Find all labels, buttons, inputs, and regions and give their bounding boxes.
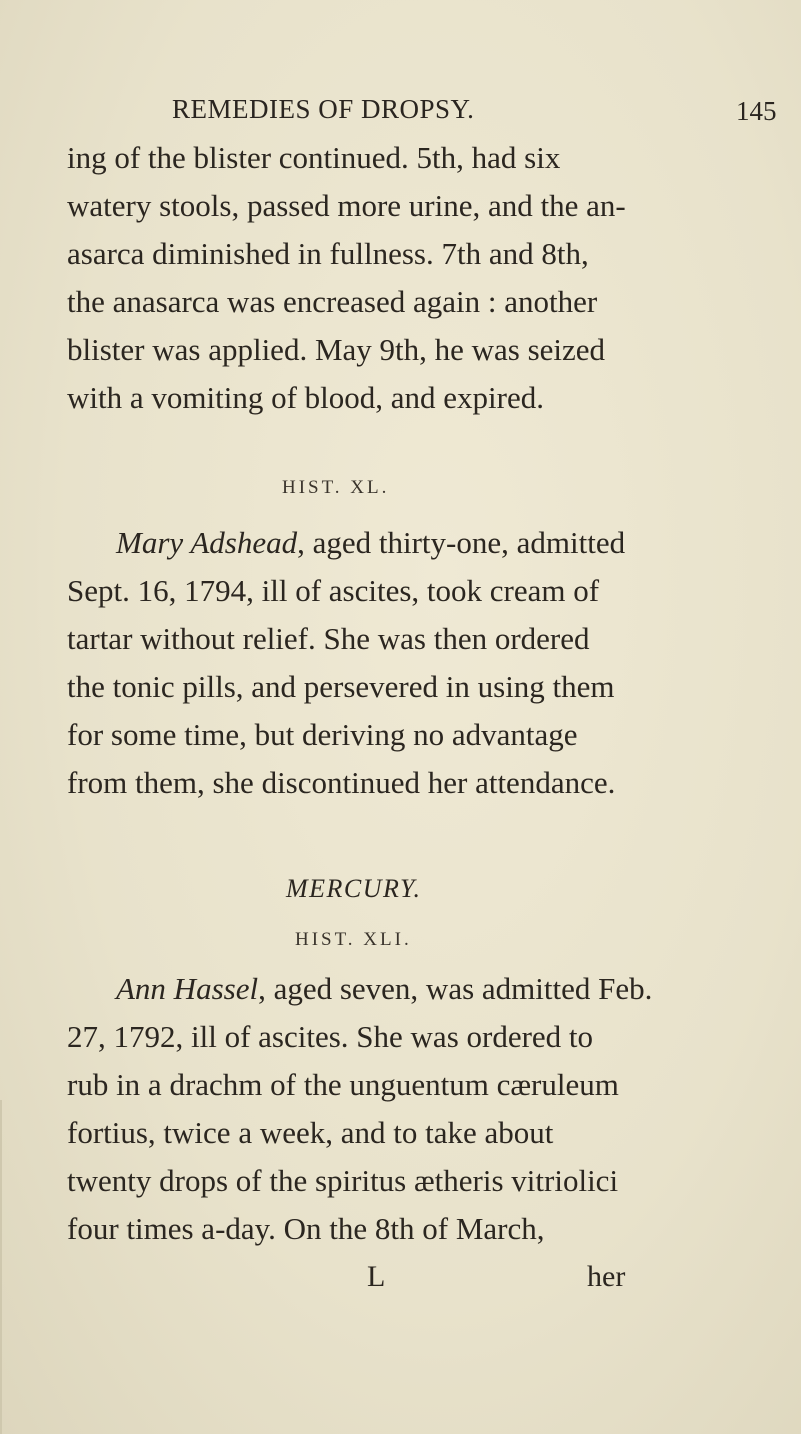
- text-line: the tonic pills, and persevered in using them: [67, 669, 615, 704]
- section-title: MERCURY.: [286, 874, 422, 903]
- signature-mark: L: [367, 1260, 386, 1293]
- patient-name: Mary Adshead: [116, 525, 298, 560]
- text-line: twenty drops of the spiritus ætheris vitriolici: [67, 1163, 619, 1198]
- text-line: Sept. 16, 1794, ill of ascites, took cream of: [67, 573, 600, 608]
- text-fragment: , aged seven, was admitted Feb.: [258, 971, 653, 1006]
- text-line: the anasarca was encreased again : another: [67, 284, 598, 319]
- text-line: fortius, twice a week, and to take about: [67, 1115, 554, 1150]
- page-number: 145: [736, 96, 777, 126]
- text-line: [116, 971, 676, 1007]
- text-line: with a vomiting of blood, and expired.: [67, 380, 544, 415]
- text-line: tartar without relief. She was then ordered: [67, 621, 590, 656]
- text-line: four times a-day. On the 8th of March,: [67, 1211, 545, 1246]
- catchword: her: [587, 1260, 626, 1293]
- page-edge-shadow: [0, 1100, 2, 1434]
- text-line: watery stools, passed more urine, and the an-: [67, 188, 626, 223]
- patient-name: Ann Hassel: [116, 971, 259, 1006]
- text-line: asarca diminished in fullness. 7th and 8th,: [67, 236, 589, 271]
- running-title: REMEDIES OF DROPSY.: [172, 94, 475, 124]
- text-line: ing of the blister continued. 5th, had six: [67, 140, 561, 175]
- text-line: for some time, but deriving no advantage: [67, 717, 578, 752]
- history-heading: HIST. XLI.: [295, 929, 412, 950]
- text-line: 27, 1792, ill of ascites. She was ordered to: [67, 1019, 594, 1054]
- text-line: blister was applied. May 9th, he was seized: [67, 332, 606, 367]
- text-fragment: , aged thirty-one, admitted: [297, 525, 626, 560]
- text-line: rub in a drachm of the unguentum cæruleum: [67, 1067, 619, 1102]
- text-line: [116, 525, 676, 561]
- text-line: from them, she discontinued her attendance.: [67, 765, 616, 800]
- history-heading: HIST. XL.: [282, 477, 390, 498]
